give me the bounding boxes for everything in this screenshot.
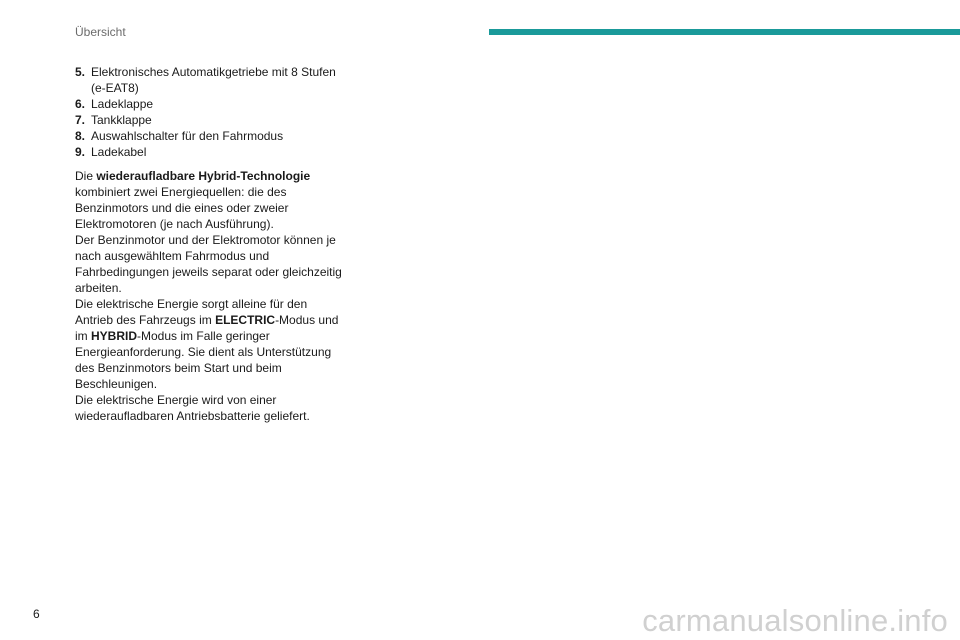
- watermark: carmanualsonline.info: [642, 603, 948, 638]
- hybrid-technology-term: wiederaufladbare Hybrid-Technologie: [96, 169, 311, 183]
- paragraph-text: Die elektrische Energie sorgt alleine für den Antrieb des Fahrzeugs im: [75, 297, 308, 327]
- list-item-text: Auswahlschalter für den Fahrmodus: [91, 129, 284, 143]
- header-accent-bar: [489, 29, 960, 35]
- list-item-text: Elektronisches Automatikgetriebe mit 8 Stufen (e-EAT8): [91, 65, 336, 95]
- list-item: [75, 96, 345, 112]
- list-item-number: 7.: [75, 113, 86, 127]
- paragraph-text: Die elektrische Energie wird von einer wiederaufladbaren Antriebsbatterie geliefert.: [75, 393, 310, 423]
- list-item: [75, 112, 345, 128]
- list-item-number: 5.: [75, 65, 86, 79]
- hybrid-mode-term: HYBRID: [91, 329, 138, 343]
- page-content: [75, 64, 345, 424]
- list-item: [75, 128, 345, 144]
- list-item-number: 9.: [75, 145, 86, 159]
- page-number: 6: [33, 607, 40, 621]
- paragraph-text: -Modus im Falle geringer Energieanforderung. Sie dient als Unterstützung des Benzinmotors beim Start und beim Beschleunigen.: [75, 329, 332, 391]
- list-item-number: 6.: [75, 97, 86, 111]
- list-item-number: 8.: [75, 129, 86, 143]
- paragraph-text: Die: [75, 169, 97, 183]
- list-item-text: Ladeklappe: [91, 97, 154, 111]
- list-item: [75, 144, 345, 160]
- list-item-text: Ladekabel: [91, 145, 147, 159]
- paragraph-text: Der Benzinmotor und der Elektromotor können je nach ausgewähltem Fahrmodus und Fahrbedingungen jeweils separat oder gleichzeitig arbeiten.: [75, 233, 342, 295]
- section-title: Übersicht: [75, 25, 126, 39]
- paragraph-text: kombiniert zwei Energiequellen: die des Benzinmotors und die eines oder zweier Elektromotoren (je nach Ausführung).: [75, 185, 289, 231]
- electric-mode-term: ELECTRIC: [215, 313, 276, 327]
- component-list: [75, 64, 345, 160]
- paragraph-text: -Modus und im: [75, 313, 339, 343]
- hybrid-intro-paragraph: [75, 168, 345, 424]
- list-item-text: Tankklappe: [91, 113, 152, 127]
- list-item: [75, 64, 345, 96]
